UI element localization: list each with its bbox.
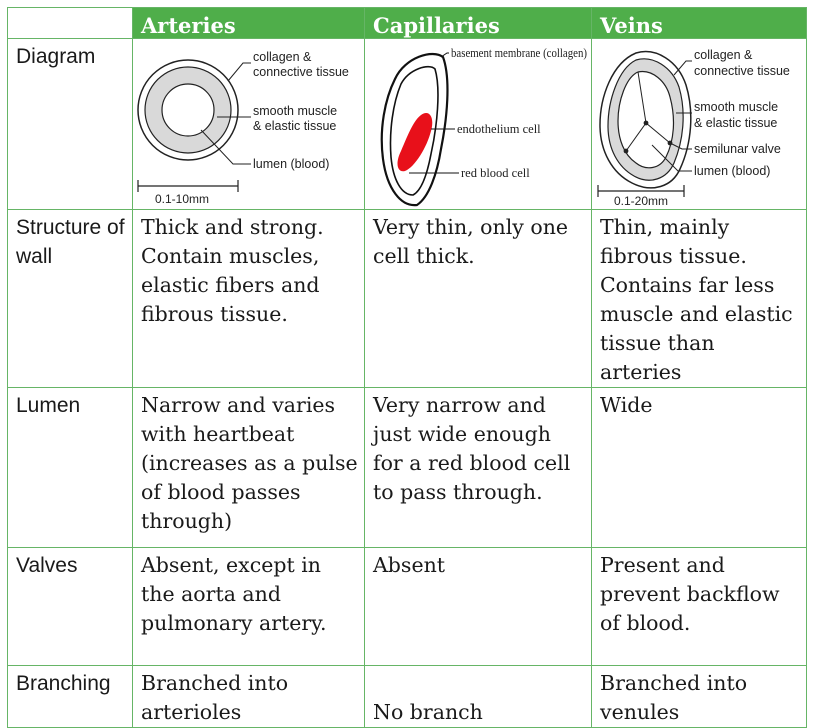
cell-branching-arteries: Branched into arterioles [133,666,365,728]
artery-diagram [133,39,365,210]
header-arteries: Arteries [133,8,365,39]
artery-label-lumen: lumen (blood) [253,157,330,171]
header-capillaries: Capillaries [365,8,592,39]
header-veins: Veins [592,8,807,39]
vein-diagram [592,39,807,210]
vein-label-collagen-2: connective tissue [694,64,790,78]
row-branching [8,666,807,728]
cell-valves-arteries: Absent, except in the aorta and pulmonary artery. [133,548,365,666]
row-label-diagram: Diagram [8,39,133,210]
row-label-lumen: Lumen [8,388,133,548]
header-row [8,8,807,39]
artery-lumen [162,84,214,136]
artery-label-collagen-1: collagen & [253,50,312,64]
vein-label-valve: semilunar valve [694,142,781,156]
capillary-label-rbc: red blood cell [461,166,530,180]
artery-diagram-svg [133,39,365,209]
artery-label-muscle-2: & elastic tissue [253,119,337,133]
capillary-diagram-svg [365,39,592,209]
cell-lumen-arteries: Narrow and varies with heartbeat (increases as a pulse of blood passes through) [133,388,365,548]
vein-label-lumen: lumen (blood) [694,164,771,178]
capillary-leader-membrane [441,53,449,57]
artery-label-muscle-1: smooth muscle [253,104,338,118]
artery-label-collagen-2: connective tissue [253,65,349,79]
vein-diagram-svg [592,39,807,209]
artery-scale-label: 0.1-10mm [155,192,210,206]
cell-branching-capillaries: No branch [365,666,592,728]
row-diagram [8,39,807,210]
comparison-table [7,7,807,728]
cell-structure-arteries: Thick and strong. Contain muscles, elastic fibers and fibrous tissue. [133,210,365,388]
vein-valve-dot-2 [624,149,629,154]
capillary-diagram [365,39,592,210]
capillary-label-endothelium: endothelium cell [457,122,541,136]
header-corner [8,8,133,39]
vein-scale-label: 0.1-20mm [614,194,669,208]
cell-lumen-veins: Wide [592,388,807,548]
row-label-valves: Valves [8,548,133,666]
row-lumen [8,388,807,548]
vein-label-muscle-2: & elastic tissue [694,116,778,130]
row-structure [8,210,807,388]
cell-valves-veins: Present and prevent backflow of blood. [592,548,807,666]
cell-valves-capillaries: Absent [365,548,592,666]
cell-structure-capillaries: Very thin, only one cell thick. [365,210,592,388]
vein-label-muscle-1: smooth muscle [694,100,779,114]
row-label-branching: Branching [8,666,133,728]
vein-valve-dot-1 [644,121,649,126]
cell-branching-veins: Branched into venules [592,666,807,728]
artery-leader-collagen [228,63,251,81]
row-label-structure: Structure of wall [8,210,133,388]
cell-lumen-capillaries: Very narrow and just wide enough for a red blood cell to pass through. [365,388,592,548]
row-valves [8,548,807,666]
vein-label-collagen-1: collagen & [694,48,753,62]
capillary-label-membrane: basement membrane (collagen) [451,46,587,60]
cell-structure-veins: Thin, mainly fibrous tissue. Contains far less muscle and elastic tissue than arteries [592,210,807,388]
